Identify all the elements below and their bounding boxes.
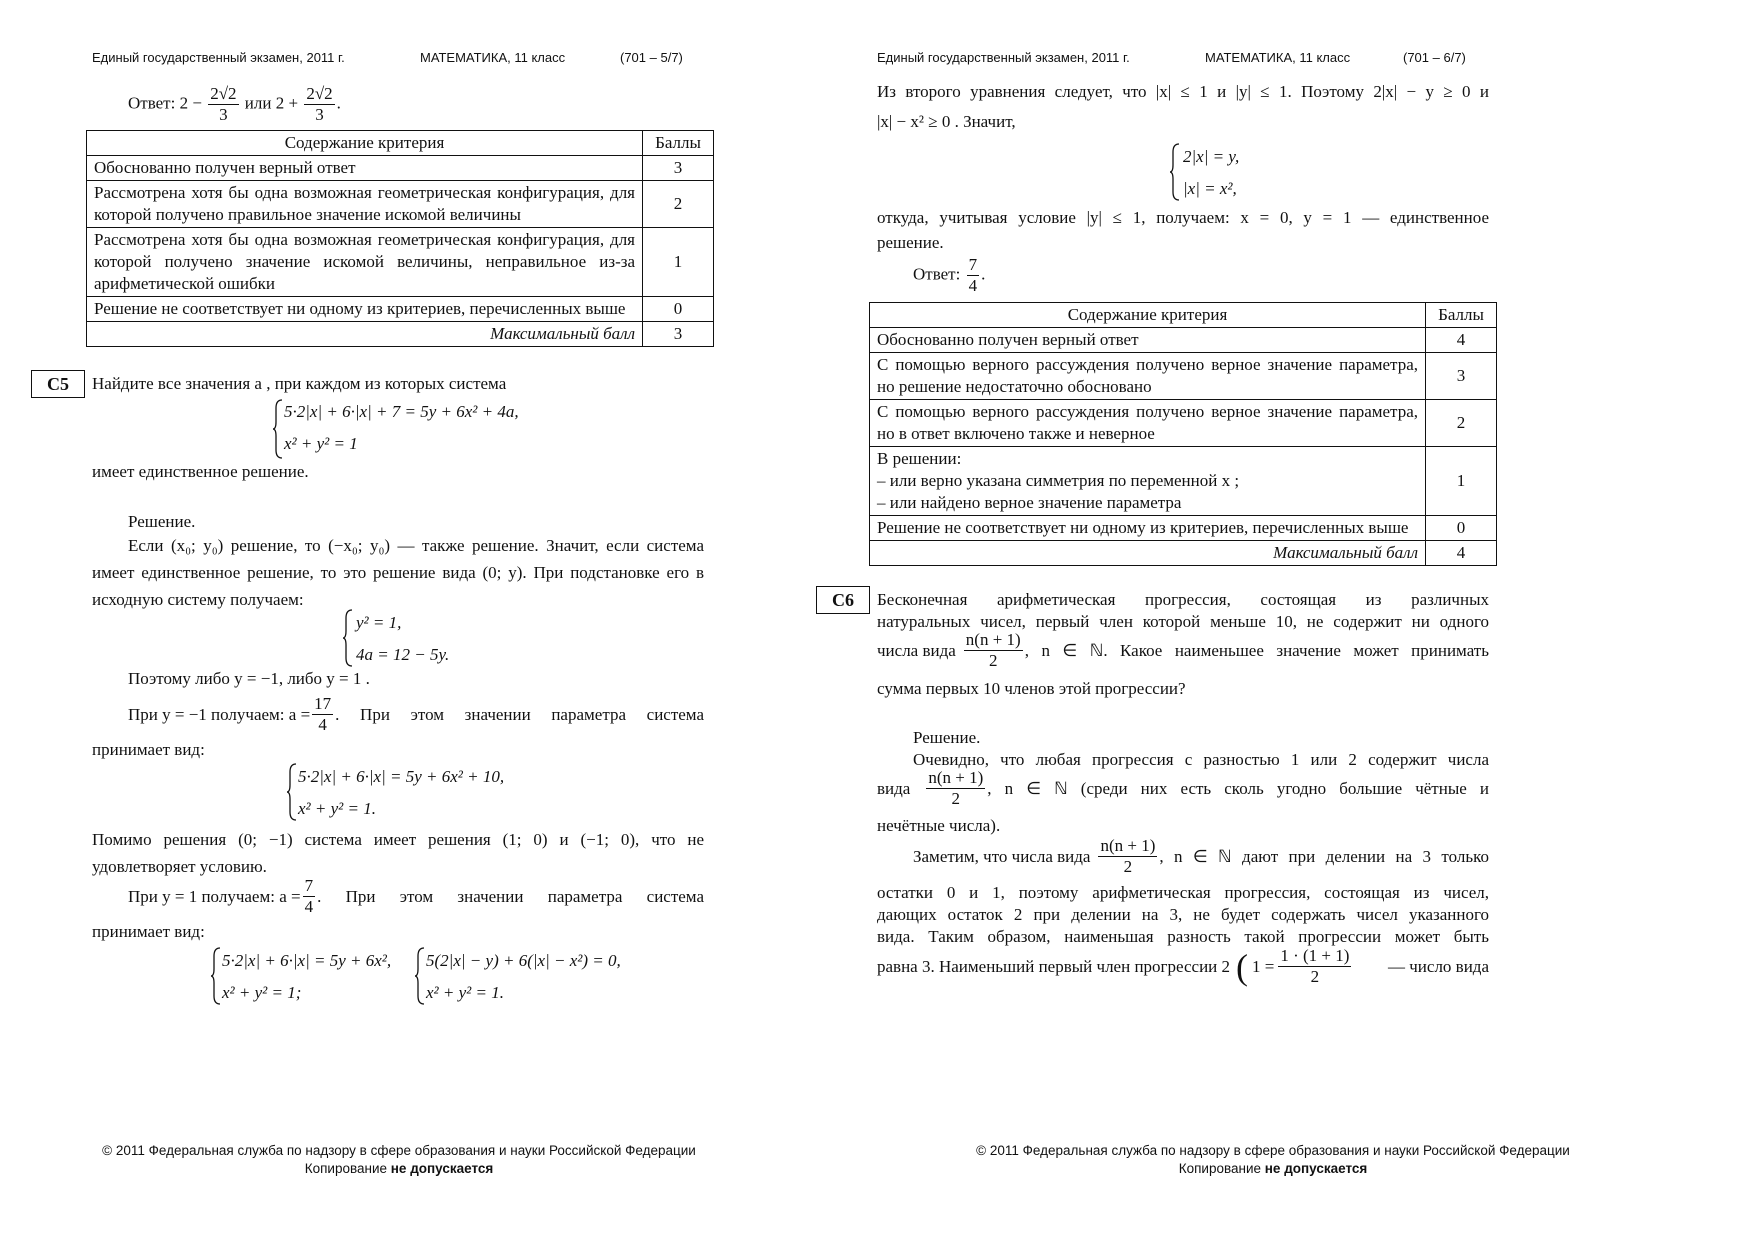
c5-solution-p4: Помимо решения (0; −1) система имеет решения (1; 0) и (−1; 0), что не удовлетворяет условию.: [92, 830, 704, 876]
right-p1b: |x| − x² ≥ 0 . Значит,: [877, 112, 1016, 131]
brace-icon: [210, 946, 222, 1006]
right-page: [832, 0, 1746, 1239]
brace-icon: [286, 762, 298, 822]
answer-fraction-1: $\frac{2√2}{3}$: [210, 84, 237, 124]
table-row: В решении: – или верно указана симметрия по переменной x ; – или найдено верное значение параметра 1: [870, 447, 1497, 516]
footer: © 2011 Федеральная служба по надзору в сфере образования и науки Российской Федерации Копирование не допускается: [976, 1143, 1570, 1176]
c5-system-3: 5·2|x| + 6·|x| = 5y + 6x² + 10, x² + y² = 1.: [298, 767, 505, 818]
c6-t1: Бесконечная арифметическая прогрессия, состоящая из различных: [877, 590, 1489, 609]
table-max-row: Максимальный балл 3: [87, 322, 714, 347]
right-p2b: решение.: [877, 233, 944, 252]
c5-system-4: 5·2|x| + 6·|x| = 5y + 6x², x² + y² = 1;: [222, 951, 392, 1002]
c5-solution-p3-end: принимает вид:: [92, 740, 205, 759]
right-answer: Ответ: $\frac{7}{4}$ .: [913, 255, 986, 295]
header-page-code: (701 – 6/7): [1403, 50, 1466, 65]
answer-line: Ответ: 2 − $\frac{2√2}{3}$ или 2 + $\frac{2√2}{3}$ .: [128, 84, 341, 124]
table-header-row: Содержание критерия Баллы: [870, 303, 1497, 328]
header-subject: МАТЕМАТИКА, 11 класс: [420, 50, 566, 65]
c6-t2: натуральных чисел, первый член которой меньше 10, не содержит ни одного: [877, 612, 1489, 631]
right-p1: Из второго уравнения следует, что |x| ≤ 1 и |y| ≤ 1. Поэтому 2|x| − y ≥ 0 и: [877, 82, 1489, 101]
c5-task-end: имеет единственное решение.: [92, 462, 309, 481]
criteria-table: [869, 302, 1497, 566]
solution-heading: Решение.: [913, 728, 981, 747]
c6-s8: равна 3. Наименьший первый член прогрессии 2 ( 1 = $\frac{1 \cdot (1 + 1)}{2}$ — число вида: [877, 946, 1489, 987]
table-row: Обоснованно получен верный ответ 4: [870, 328, 1497, 353]
c5-solution-p5-end: принимает вид:: [92, 922, 205, 941]
c6-s1: Очевидно, что любая прогрессия с разностью 1 или 2 содержит числа: [913, 750, 1489, 769]
c6-s6: дающих остаток 2 при делении на 3, не будет содержать чисел указанного: [877, 905, 1489, 924]
table-row: С помощью верного рассуждения получено верное значение параметра, но в ответ включено также и неверное 2: [870, 400, 1497, 447]
c6-s2: вида $\frac{n(n + 1)}{2}$ , n ∈ ℕ (среди них есть сколь угодно большие чётные и: [877, 768, 1489, 808]
brace-icon: [1169, 142, 1181, 202]
table-row: Рассмотрена хотя бы одна возможная геометрическая конфигурация, для которой получено значение искомой величины, неправильное из-за арифметической ошибки 1: [87, 228, 714, 297]
header-page-code: (701 – 5/7): [620, 50, 683, 65]
c5-solution-p1: Если (x₀; y₀) решение, то (−x₀; y₀) — также решение. Значит, если система имеет единственное решение, то это решение вида (0; y). При подстановке его в исходную систему получаем:: [92, 536, 704, 609]
c6-s5: остатки 0 и 1, поэтому арифметическая прогрессия, состоящая из чисел,: [877, 883, 1489, 902]
c6-t3: числа вида $\frac{n(n + 1)}{2}$ , n ∈ ℕ. Какое наименьшее значение может принимать: [877, 630, 1489, 670]
header-subject: МАТЕМАТИКА, 11 класс: [1205, 50, 1351, 65]
table-header-row: Содержание критерия Баллы: [87, 131, 714, 156]
c6-s3: нечётные числа).: [877, 816, 1001, 835]
c6-t4: сумма первых 10 членов этой прогрессии?: [877, 679, 1186, 698]
left-page: [0, 0, 873, 1239]
header-exam: Единый государственный экзамен, 2011 г.: [877, 50, 1130, 65]
brace-icon: [272, 398, 284, 460]
table-row: Обоснованно получен верный ответ 3: [87, 156, 714, 181]
brace-icon: [414, 946, 426, 1006]
c5-task-text: Найдите все значения a , при каждом из которых система: [92, 374, 507, 393]
table-row: Рассмотрена хотя бы одна возможная геометрическая конфигурация, для которой получено правильное значение искомой величины 2: [87, 181, 714, 228]
criteria-table: [86, 130, 714, 347]
right-p2: откуда, учитывая условие |y| ≤ 1, получаем: x = 0, y = 1 — единственное: [877, 208, 1489, 227]
brace-icon: [342, 608, 354, 668]
right-system: 2|x| = y, |x| = x²,: [1183, 147, 1240, 198]
table-row: Решение не соответствует ни одному из критериев, перечисленных выше 0: [870, 516, 1497, 541]
table-row: С помощью верного рассуждения получено верное значение параметра, но решение недостаточно обосновано 3: [870, 353, 1497, 400]
c6-s4: Заметим, что числа вида $\frac{n(n + 1)}{2}$ , n ∈ ℕ дают при делении на 3 только: [913, 836, 1489, 876]
c5-solution-p2: Поэтому либо y = −1, либо y = 1 .: [128, 669, 370, 688]
header-exam: Единый государственный экзамен, 2011 г.: [92, 50, 345, 65]
c5-solution-p3: При y = −1 получаем: a = $\frac{17}{4}$ . При этом значении параметра система: [128, 694, 704, 734]
c6-s7: вида. Таким образом, наименьшая разность такой прогрессии может быть: [877, 927, 1489, 946]
table-max-row: Максимальный балл 4: [870, 541, 1497, 566]
answer-fraction-2: $\frac{2√2}{3}$: [306, 84, 333, 124]
c5-system-2: y² = 1, 4a = 12 − 5y.: [356, 613, 450, 664]
table-row: Решение не соответствует ни одному из критериев, перечисленных выше 0: [87, 297, 714, 322]
c5-system: 5·2|x| + 6·|x| + 7 = 5y + 6x² + 4a, x² + y² = 1: [284, 402, 519, 453]
task-label-c5: C5: [31, 370, 85, 398]
task-label-c6: C6: [816, 586, 870, 614]
footer: © 2011 Федеральная служба по надзору в сфере образования и науки Российской Федерации Копирование не допускается: [102, 1143, 696, 1176]
c5-solution-p5: При y = 1 получаем: a = $\frac{7}{4}$ . При этом значении параметра система: [128, 876, 704, 916]
solution-heading: Решение.: [128, 512, 196, 531]
c5-system-5: 5(2|x| − y) + 6(|x| − x²) = 0, x² + y² = 1.: [426, 951, 621, 1002]
